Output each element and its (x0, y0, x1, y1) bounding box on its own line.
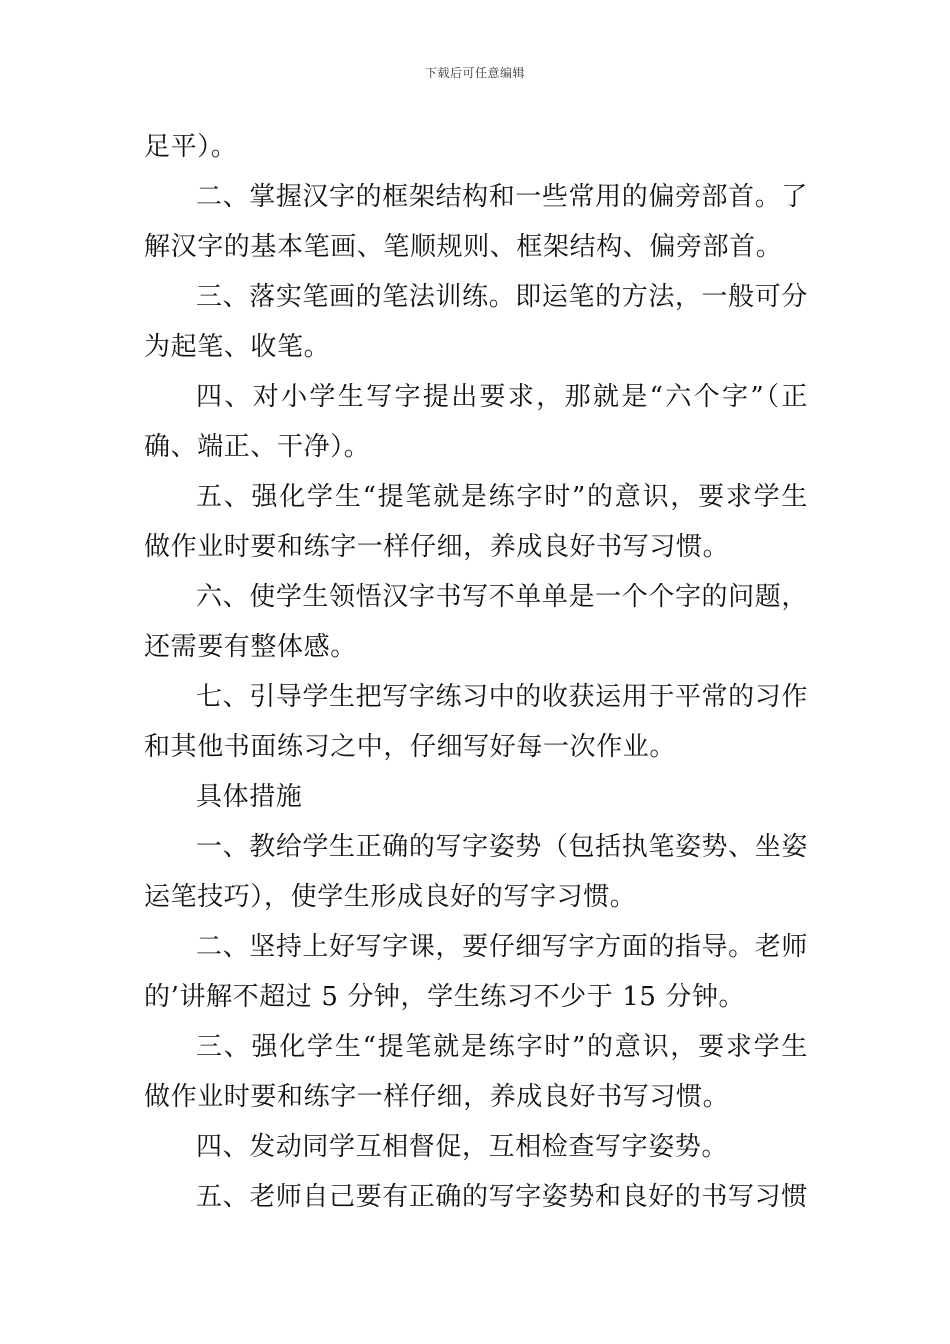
paragraph-continuation: 足平）。 (144, 132, 238, 162)
document-body (144, 122, 808, 1222)
paragraph-measure-3: 三、强化学生“提笔就是练字时”的意识，要求学生做作业时要和练字一样仔细，养成良好书写习惯。 (144, 1032, 808, 1112)
paragraph-measure-5: 五、老师自己要有正确的写字姿势和良好的书写习惯 (196, 1182, 808, 1212)
paragraph-goal-5: 五、强化学生“提笔就是练字时”的意识，要求学生做作业时要和练字一样仔细，养成良好书写习惯。 (144, 482, 808, 562)
paragraph-goal-4: 四、对小学生写字提出要求，那就是“六个字”（正确、端正、干净）。 (144, 382, 808, 462)
section-heading-measures: 具体措施 (196, 782, 303, 812)
paragraph-measure-1: 一、教给学生正确的写字姿势（包括执笔姿势、坐姿运笔技巧），使学生形成良好的写字习惯。 (144, 832, 808, 912)
paragraph-goal-3: 三、落实笔画的笔法训练。即运笔的方法，一般可分为起笔、收笔。 (144, 282, 808, 362)
page-header: 下载后可任意编辑 (424, 66, 525, 80)
paragraph-goal-6: 六、使学生领悟汉字书写不单单是一个个字的问题，还需要有整体感。 (144, 582, 808, 662)
paragraph-measure-4: 四、发动同学互相督促，互相检查写字姿势。 (196, 1132, 729, 1162)
paragraph-measure-2: 二、坚持上好写字课，要仔细写字方面的指导。老师的’讲解不超过 5 分钟，学生练习不少于 15 分钟。 (144, 932, 808, 1012)
paragraph-goal-2: 二、掌握汉字的框架结构和一些常用的偏旁部首。了解汉字的基本笔画、笔顺规则、框架结构、偏旁部首。 (144, 182, 808, 262)
paragraph-goal-7: 七、引导学生把写字练习中的收获运用于平常的习作和其他书面练习之中，仔细写好每一次作业。 (144, 682, 808, 762)
